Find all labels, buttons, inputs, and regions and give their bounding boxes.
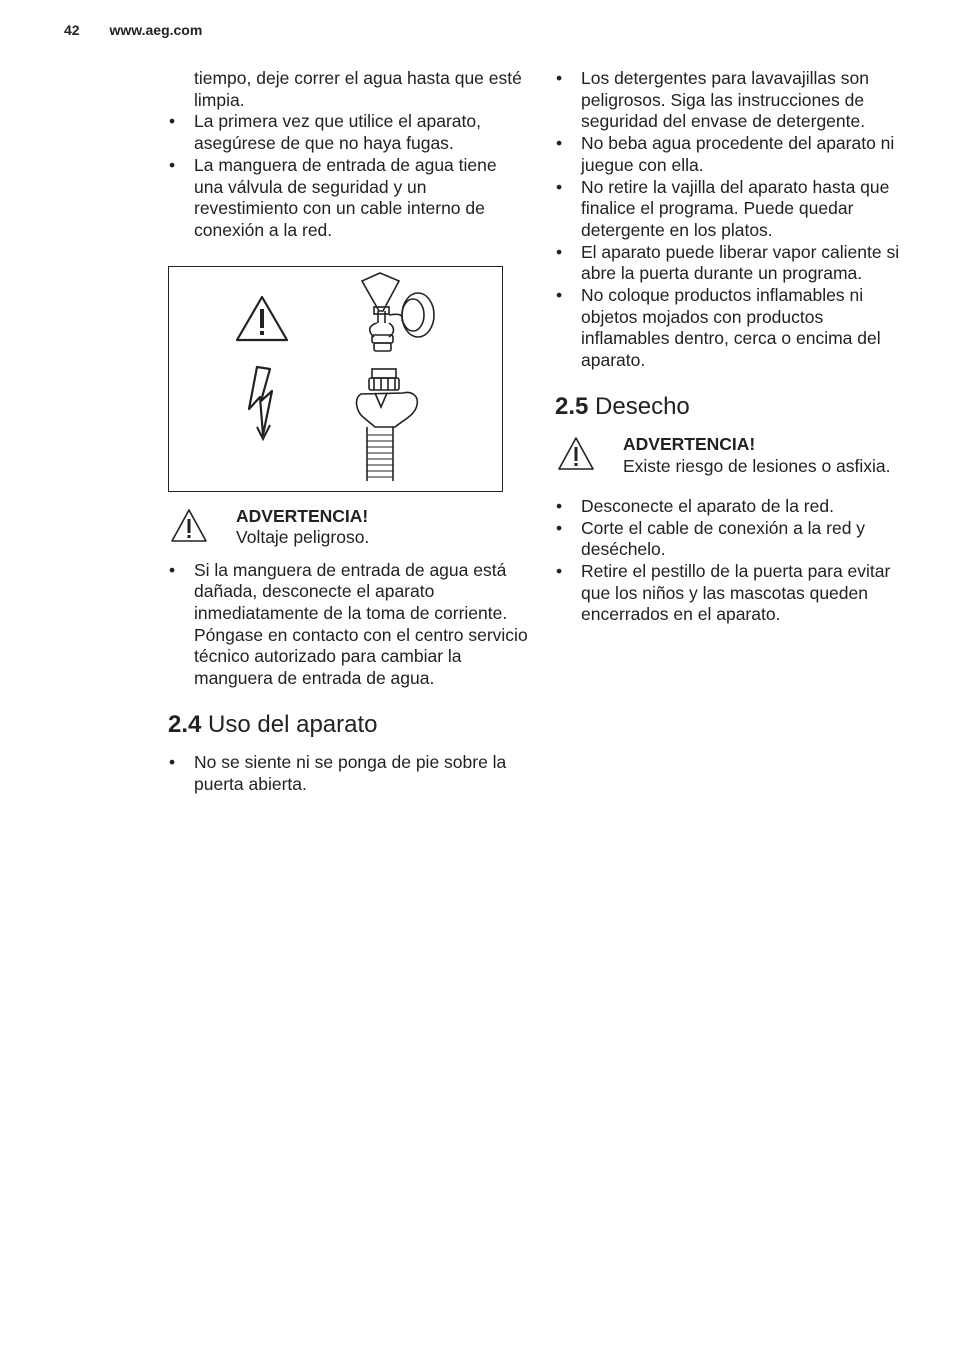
bullet-list-mid-left bbox=[168, 560, 528, 690]
bullet-list-2-5 bbox=[555, 496, 915, 626]
warning-voltage bbox=[168, 506, 528, 550]
list-item: • La manguera de entrada de agua tiene una válvula de seguridad y un revestimiento con un cable interno de conexión a la red. bbox=[168, 155, 528, 242]
safety-illustration bbox=[168, 266, 503, 492]
warning-text: Existe riesgo de lesiones o asfixia. bbox=[623, 455, 891, 476]
list-item: • El aparato puede liberar vapor caliente si abre la puerta durante un programa. bbox=[555, 242, 915, 285]
section-number: 2.4 bbox=[168, 710, 202, 738]
right-column bbox=[555, 68, 915, 626]
section-heading-2-5 bbox=[555, 392, 915, 422]
section-title: Desecho bbox=[595, 392, 690, 420]
warning-title: ADVERTENCIA! bbox=[236, 505, 369, 526]
bullet-list-2-4 bbox=[168, 752, 528, 795]
list-item: • Retire el pestillo de la puerta para evitar que los niños y las mascotas queden encerrados en el aparato. bbox=[555, 561, 915, 626]
warning-text: Voltaje peligroso. bbox=[236, 527, 370, 548]
website-link[interactable]: www.aeg.com bbox=[109, 22, 203, 38]
list-item: • No retire la vajilla del aparato hasta que finalice el programa. Puede quedar detergente en los platos. bbox=[555, 177, 915, 242]
warning-injury bbox=[555, 434, 915, 478]
list-item: • Corte el cable de conexión a la red y deséchelo. bbox=[555, 518, 915, 561]
warning-triangle-icon bbox=[237, 297, 287, 340]
page-number: 42 bbox=[64, 22, 80, 38]
section-title: Uso del aparato bbox=[208, 710, 378, 738]
left-column bbox=[168, 68, 528, 795]
list-item: • No beba agua procedente del aparato ni juegue con ella. bbox=[555, 133, 915, 176]
warning-triangle-icon bbox=[170, 508, 208, 544]
list-item: • Si la manguera de entrada de agua está dañada, desconecte el aparato inmediatamente de la toma de corriente. Póngase en contacto con el centro servicio técnico autorizado para cambiar la manguera de entrada de agua. bbox=[168, 560, 528, 690]
section-heading-2-4 bbox=[168, 710, 528, 740]
list-item: • No se siente ni se ponga de pie sobre la puerta abierta. bbox=[168, 752, 528, 795]
continuation-text: tiempo, deje correr el agua hasta que esté limpia. bbox=[194, 68, 522, 110]
section-number: 2.5 bbox=[555, 392, 589, 420]
warning-triangle-icon bbox=[557, 436, 595, 472]
illustration-canvas bbox=[169, 267, 502, 491]
bullet-list-top-left bbox=[168, 111, 528, 241]
bullet-list-top-right bbox=[555, 68, 915, 372]
inlet-hose-icon bbox=[357, 369, 418, 481]
list-item: • No coloque productos inflamables ni objetos mojados con productos inflamables dentro, cerca o encima del aparato. bbox=[555, 285, 915, 372]
page-header bbox=[64, 22, 202, 38]
list-item: • La primera vez que utilice el aparato, asegúrese de que no haya fugas. bbox=[168, 111, 528, 154]
list-item: • Desconecte el aparato de la red. bbox=[555, 496, 915, 518]
water-tap-icon bbox=[362, 273, 434, 351]
lightning-bolt-icon bbox=[249, 367, 272, 439]
list-item: • Los detergentes para lavavajillas son peligrosos. Siga las instrucciones de seguridad del envase de detergente. bbox=[555, 68, 915, 133]
warning-title: ADVERTENCIA! bbox=[623, 433, 756, 454]
